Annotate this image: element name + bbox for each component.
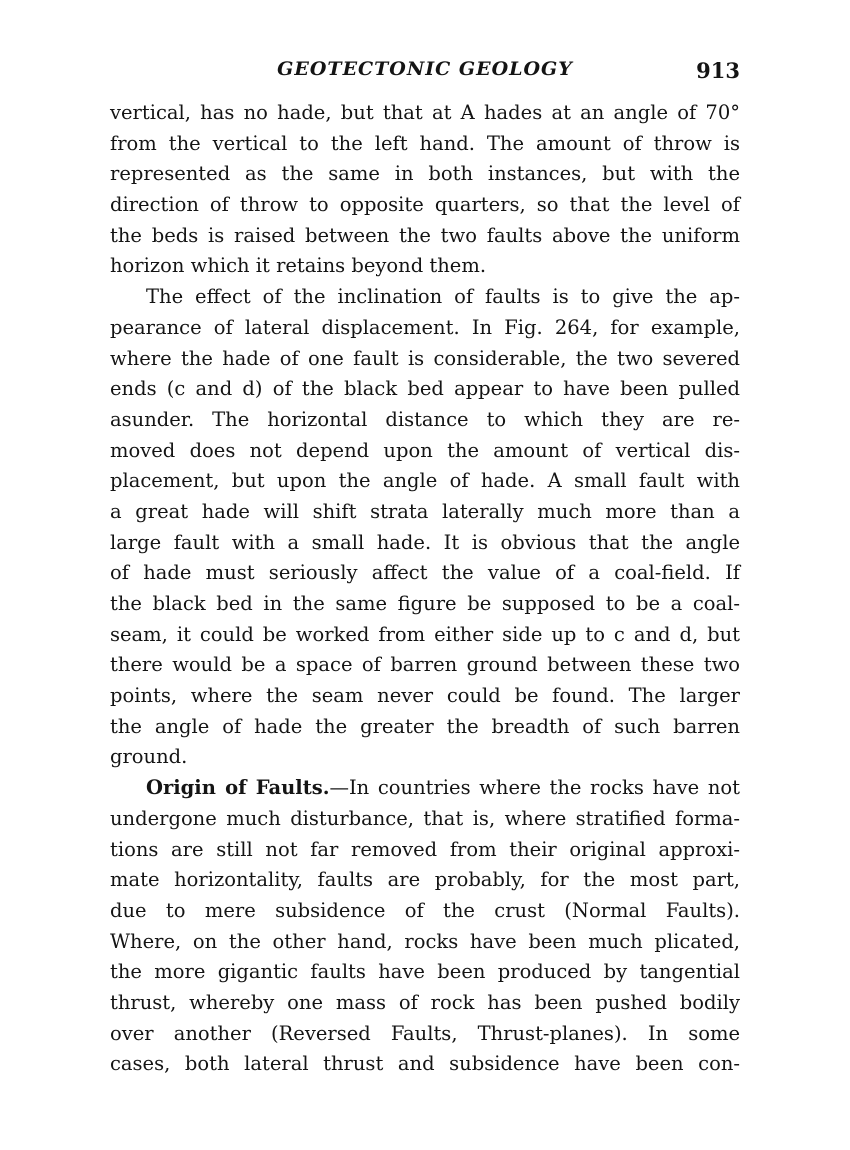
text-line: over another (Reversed Faults, Thrust-planes). In some <box>110 1021 740 1045</box>
text-line: mate horizontality, faults are probably, for the most part, <box>110 868 740 892</box>
text-line: asunder. The horizontal distance to which they are re- <box>110 407 740 431</box>
text-line: undergone much disturbance, that is, where stratified forma- <box>110 806 740 830</box>
body-text <box>110 98 740 1080</box>
text-line: there would be a space of barren ground between these two <box>110 653 740 677</box>
text-line: The effect of the inclination of faults is to give the ap- <box>146 285 740 309</box>
text-fragment: —In countries where the rocks have not <box>329 776 740 800</box>
text-line: seam, it could be worked from either side up to c and d, but <box>110 622 740 646</box>
running-title: GEOTECTONIC GEOLOGY <box>277 58 573 80</box>
text-line: Where, on the other hand, rocks have been much plicated, <box>110 929 740 953</box>
text-line: the angle of hade the greater the breadth of such barren <box>110 714 740 738</box>
text-line: points, where the seam never could be found. The larger <box>110 684 740 708</box>
text-line: placement, but upon the angle of hade. A small fault with <box>110 469 740 493</box>
text-line: the beds is raised between the two faults above the uniform <box>110 223 740 247</box>
text-line: horizon which it retains beyond them. <box>110 254 487 278</box>
text-line: thrust, whereby one mass of rock has been pushed bodily <box>110 990 740 1014</box>
paragraph-3 <box>110 773 740 1080</box>
text-line: due to mere subsidence of the crust (Normal Faults). <box>110 898 740 922</box>
text-line: cases, both lateral thrust and subsidence have been con- <box>110 1052 740 1076</box>
section-heading: Origin of Faults. <box>146 776 330 800</box>
text-line: where the hade of one fault is considerable, the two severed <box>110 346 740 370</box>
text-line: vertical, has no hade, but that at A hades at an angle of 70° <box>110 101 740 124</box>
text-line: moved does not depend upon the amount of vertical dis- <box>110 438 740 462</box>
text-line <box>110 773 740 804</box>
page-header <box>110 58 740 88</box>
text-line: pearance of lateral displacement. In Fig. 264, for example, <box>110 315 740 339</box>
text-line: represented as the same in both instances, but with the <box>110 162 740 186</box>
text-line: of hade must seriously affect the value of a coal-field. If <box>110 561 740 585</box>
page-number: 913 <box>696 58 740 83</box>
text-line: a great hade will shift strata laterally much more than a <box>110 499 740 523</box>
text-line: direction of throw to opposite quarters, so that the level of <box>110 193 740 217</box>
paragraph-2 <box>110 282 740 773</box>
text-line: ends (c and d) of the black bed appear to have been pulled <box>110 377 740 401</box>
text-line: tions are still not far removed from their original approxi- <box>110 837 740 861</box>
text-line: large fault with a small hade. It is obvious that the angle <box>110 530 740 554</box>
text-line: ground. <box>110 745 188 769</box>
text-line: the black bed in the same figure be supposed to be a coal- <box>110 592 740 615</box>
paragraph-1 <box>110 98 740 282</box>
text-line: the more gigantic faults have been produced by tangential <box>110 960 740 984</box>
text-line: from the vertical to the left hand. The amount of throw is <box>110 131 740 155</box>
